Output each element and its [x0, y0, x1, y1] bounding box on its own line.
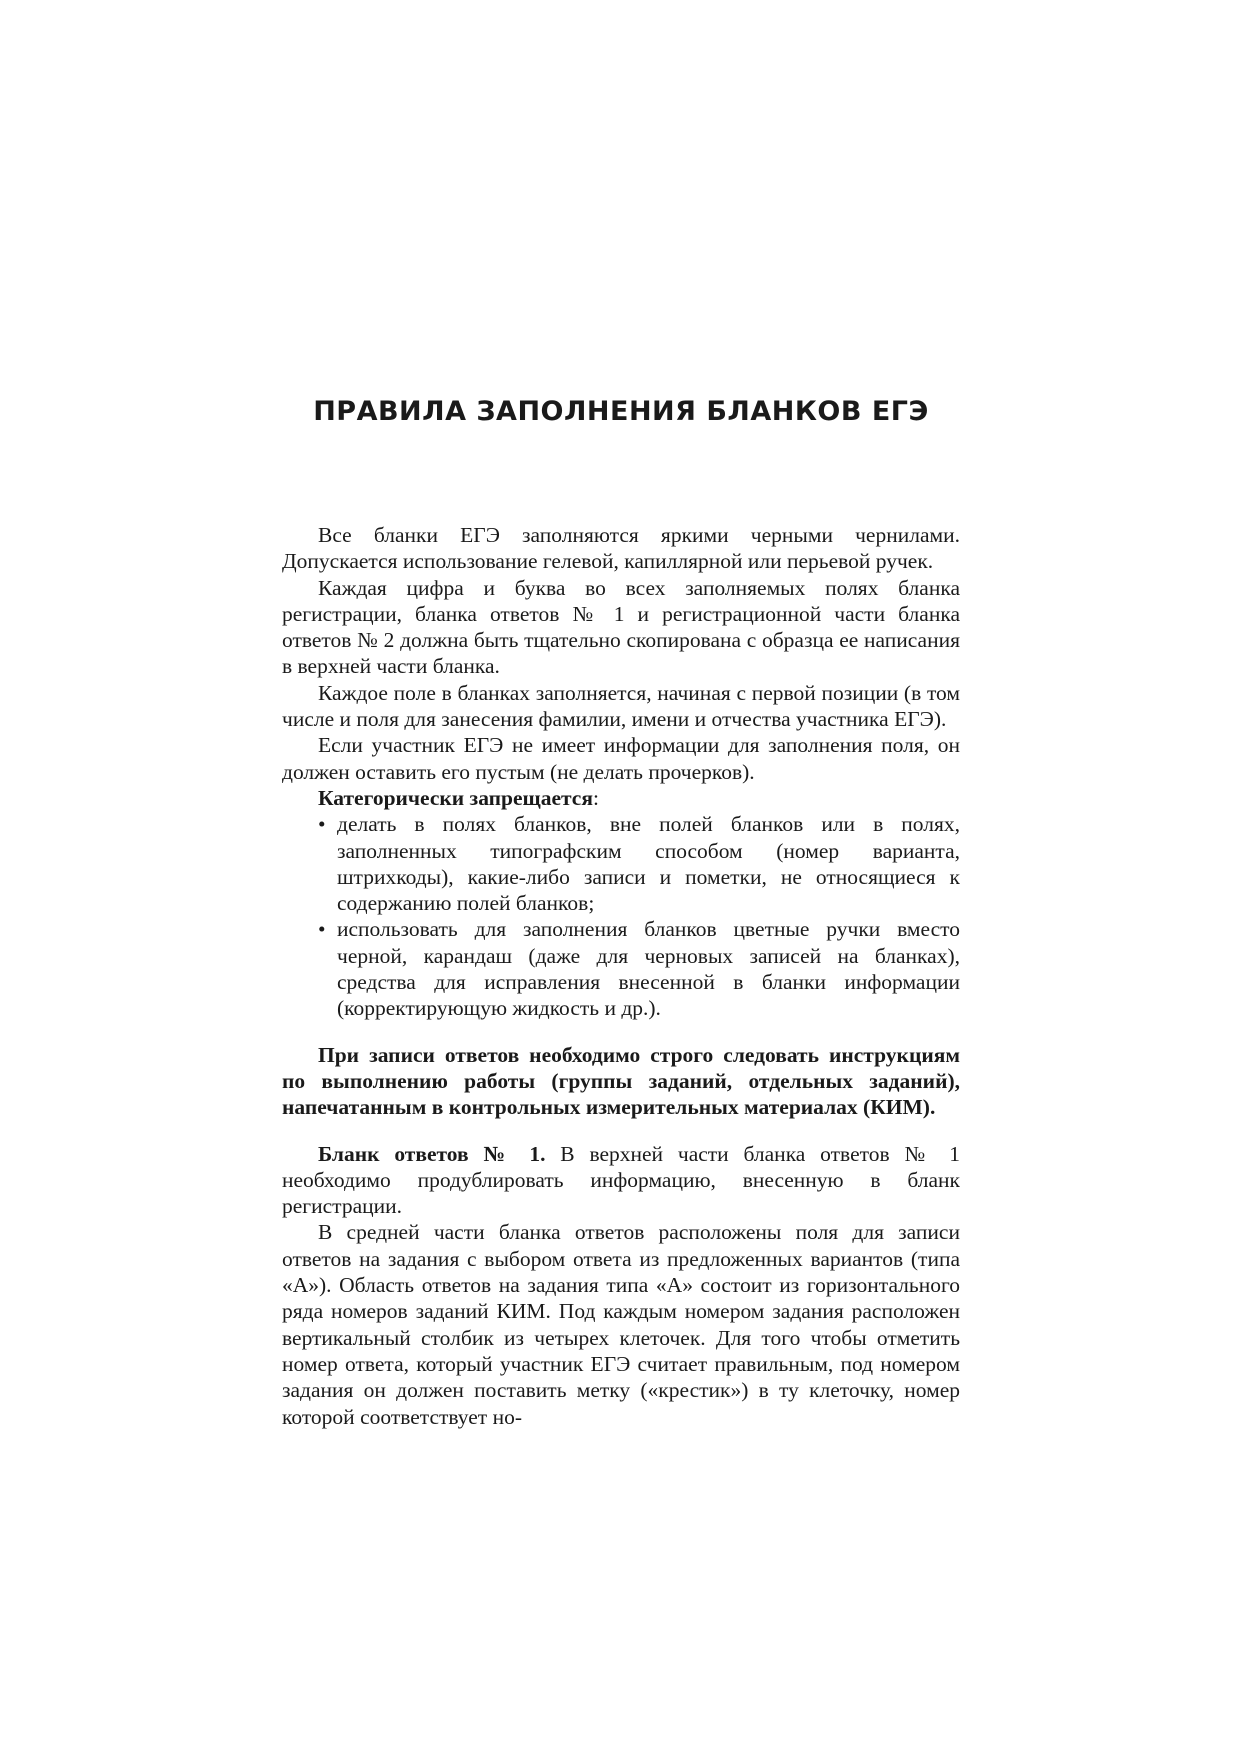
list-item: • делать в полях бланков, вне полей бланков или в полях, заполненных типографским способом (номер варианта, штрихкоды), какие-либо записи и пометки, не относящиеся к содержанию полей бланков; — [318, 811, 960, 916]
blank-1-text: В верхней части бланка ответов № 1 необходимо продублировать информацию, внесенную в бланк регистрации. — [282, 1141, 960, 1219]
paragraph-blank-1 — [282, 1141, 960, 1220]
paragraph-ink-rules: Все бланки ЕГЭ заполняются яркими черными чернилами. Допускается использование гелевой, капиллярной или перьевой ручек. — [282, 523, 960, 574]
page-title: ПРАВИЛА ЗАПОЛНЕНИЯ БЛАНКОВ ЕГЭ — [313, 396, 929, 427]
blank-1-label: Бланк ответов № 1. — [318, 1141, 546, 1166]
paragraph-prohibited-heading — [282, 785, 960, 811]
document-page — [282, 0, 960, 1755]
paragraph-character-copying: Каждая цифра и буква во всех заполняемых полях бланка регистрации, бланка ответов № 1 и регистрационной части бланка ответов № 2 должна быть тщательно скопирована с образца ее написания в верхней части бланка. — [282, 575, 960, 679]
paragraph-empty-field: Если участник ЕГЭ не имеет информации для заполнения поля, он должен оставить его пустым (не делать прочерков). — [282, 733, 960, 784]
prohibited-colon: : — [593, 785, 599, 810]
paragraph-answer-area: В средней части бланка ответов расположены поля для записи ответов на задания с выбором ответа из предложенных вариантов (типа «А»). Область ответов на задания типа «А» состоит из горизонтального ряда номеров заданий КИМ. Под каждым номером задания расположен вертикальный столбик из четырех клеточек. Для того чтобы отметить номер ответа, который участник ЕГЭ считает правильным, под номером задания он должен поставить метку («крестик») в ту клеточку, номер которой соответствует но- — [282, 1220, 960, 1429]
paragraph-instruction: При записи ответов необходимо строго следовать инструкциям по выполнению работы (группы заданий, отдельных заданий), напечатанным в контрольных измерительных материалах (КИМ). — [282, 1042, 960, 1120]
prohibited-list — [282, 811, 960, 1021]
list-item: • использовать для заполнения бланков цветные ручки вместо черной, карандаш (даже для черновых записей на бланках), средства для исправления внесенной в бланки информации (корректирующую жидкость и др.). — [318, 916, 960, 1021]
prohibited-label: Категорически запрещается — [318, 785, 593, 810]
paragraph-field-start: Каждое поле в бланках заполняется, начиная с первой позиции (в том числе и поля для занесения фамилии, имени и отчества участника ЕГЭ). — [282, 680, 960, 732]
document-body — [282, 522, 960, 1430]
